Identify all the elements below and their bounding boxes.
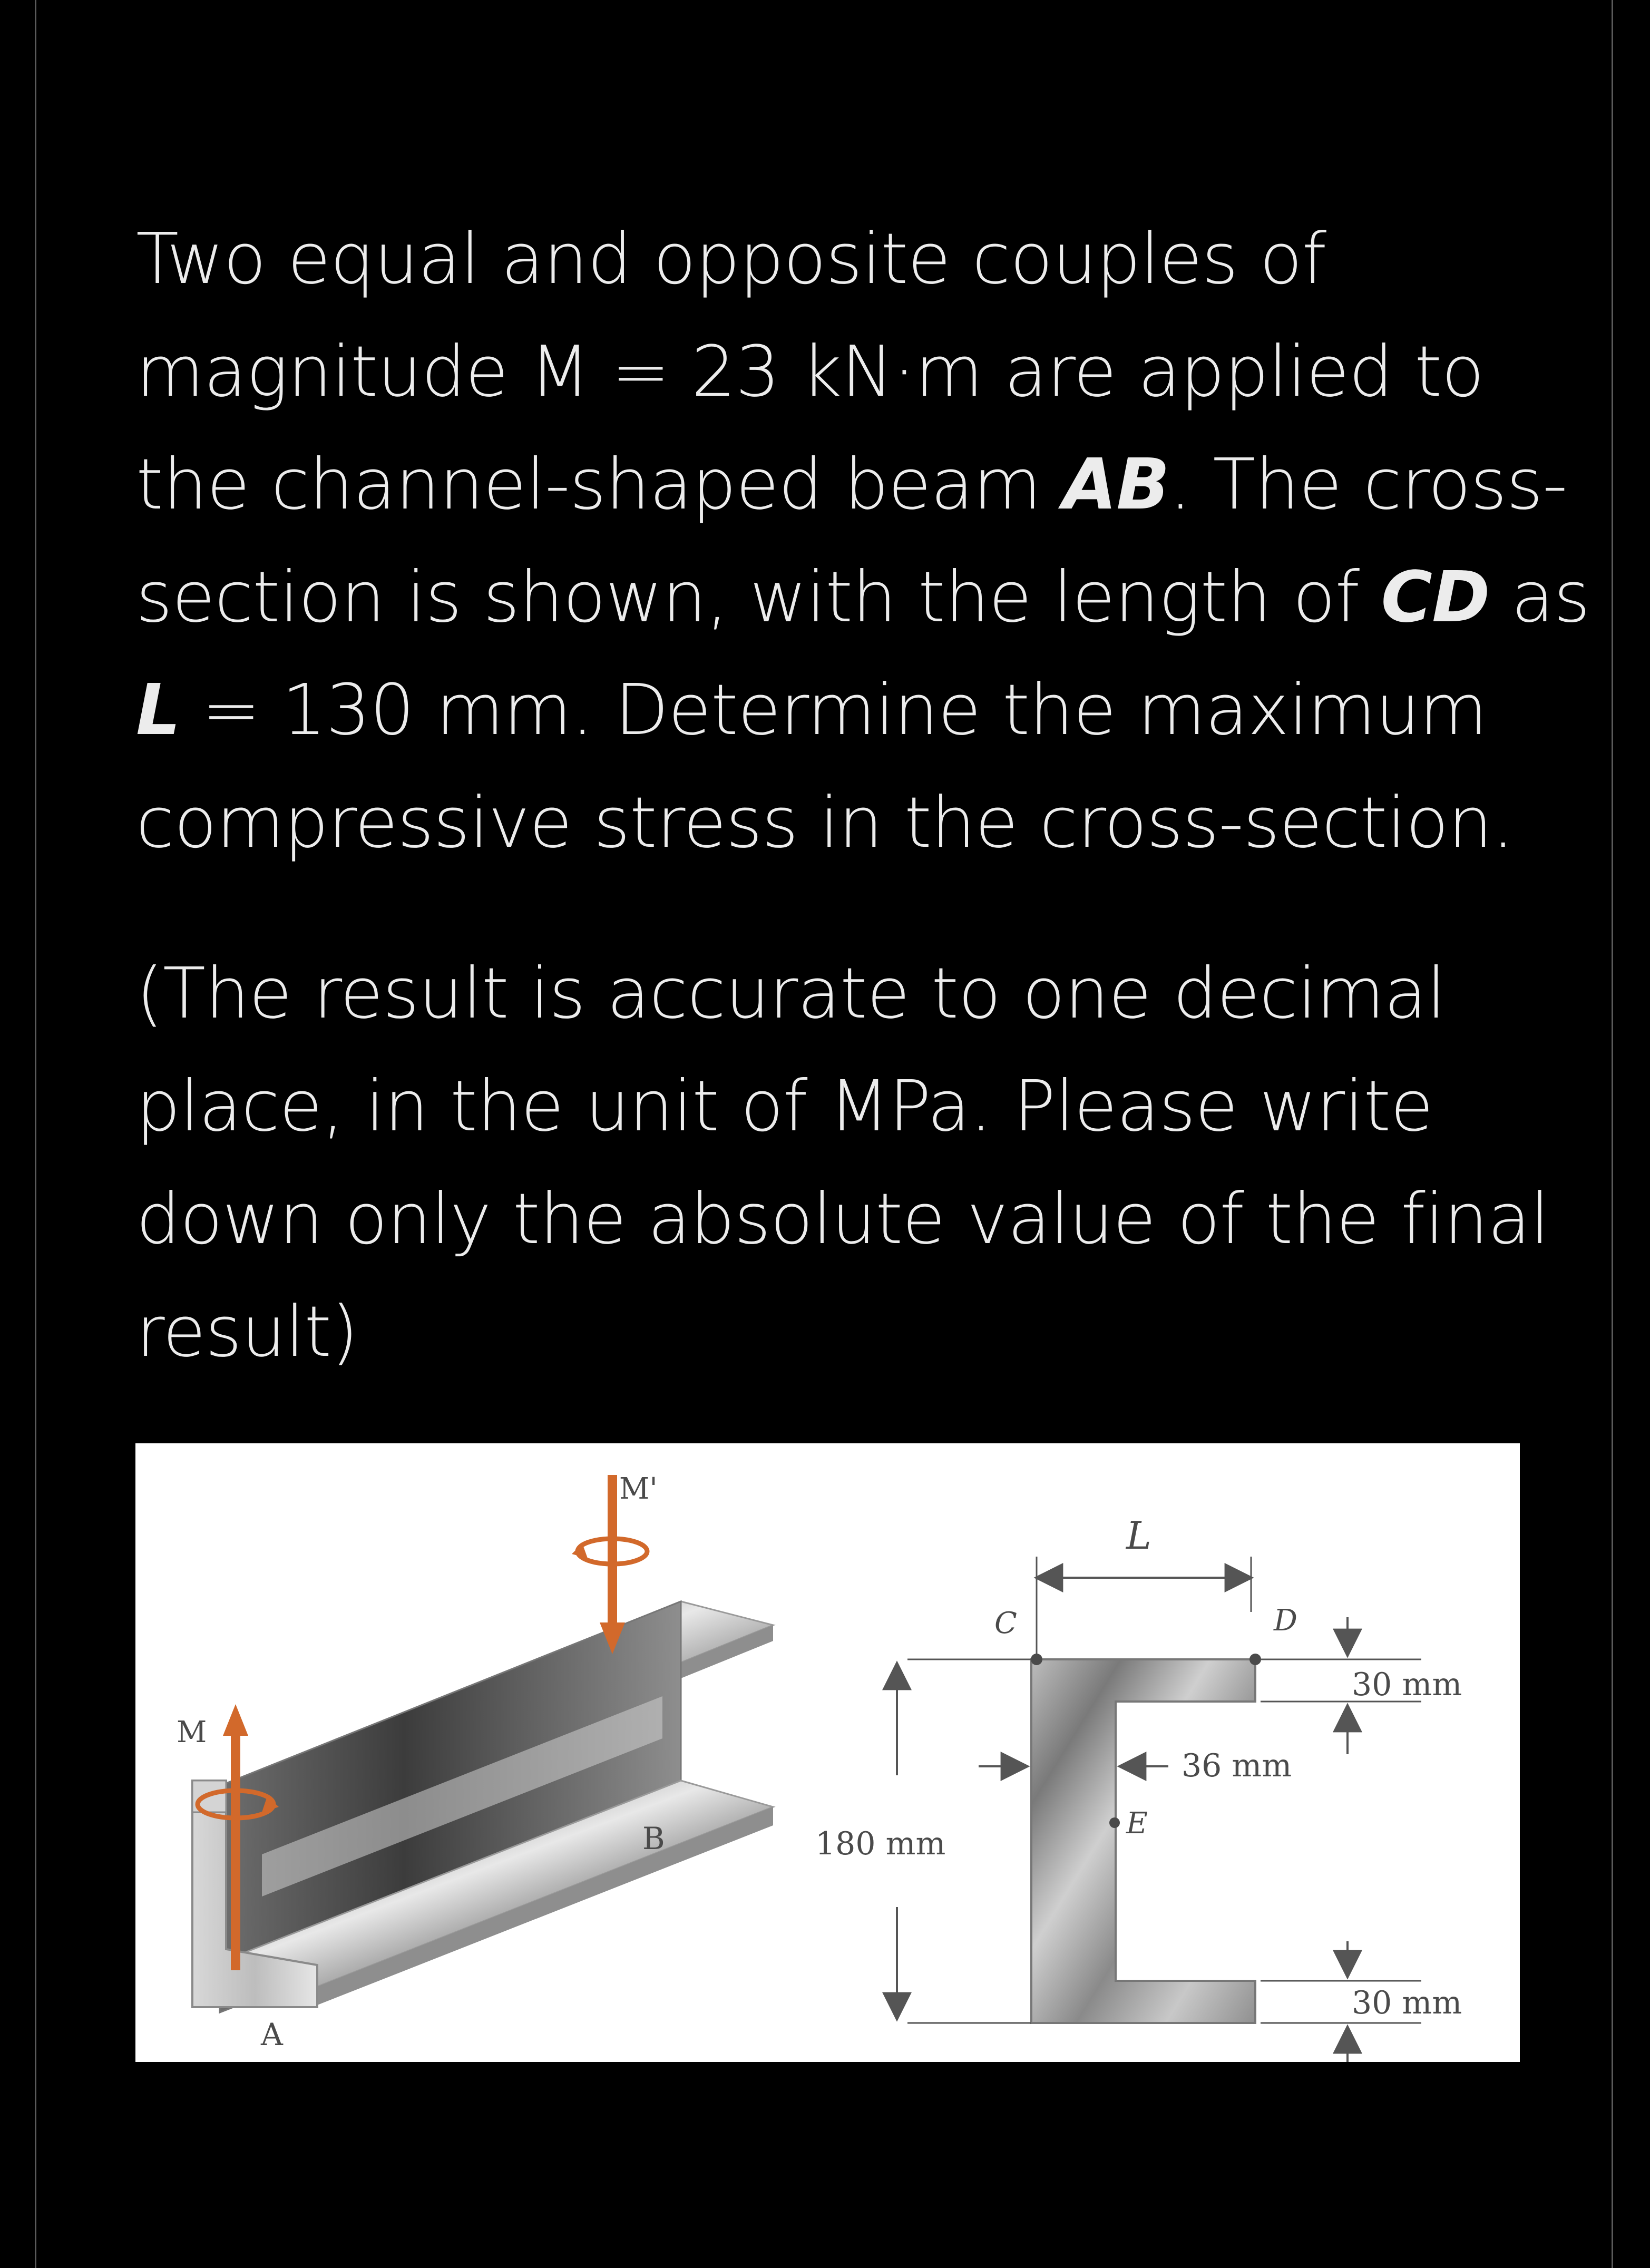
figure-svg — [135, 1443, 1520, 2062]
height-label: 180 mm — [815, 1825, 946, 1862]
problem-text: section is shown, with the length of — [136, 557, 1381, 638]
beam-name: AB — [1062, 444, 1169, 525]
point-c-dot — [1031, 1654, 1042, 1665]
length-symbol: L — [136, 670, 180, 751]
instruction-line: down only the absolute value of the final — [136, 1179, 1549, 1260]
problem-line: Two equal and opposite couples of — [136, 219, 1326, 300]
point-d-dot — [1249, 1654, 1261, 1665]
right-border — [1612, 0, 1613, 2268]
channel-section-shape — [1031, 1659, 1255, 2023]
length-label: L — [1126, 1513, 1151, 1558]
cross-section — [815, 1513, 1462, 2062]
beam-figure — [135, 1443, 1520, 2062]
end-a-label: A — [261, 2017, 283, 2052]
problem-line: compressive stress in the cross-section. — [136, 783, 1514, 864]
segment-name: CD — [1381, 557, 1490, 638]
answer-instructions — [136, 937, 1559, 1389]
top-flange-label: 30 mm — [1352, 1666, 1462, 1703]
instruction-line: place, in the unit of MPa. Please write — [136, 1066, 1433, 1147]
point-e-label: E — [1126, 1806, 1148, 1841]
question-text — [136, 203, 1590, 1389]
left-border — [35, 0, 36, 2268]
point-d-label: D — [1274, 1604, 1297, 1638]
problem-line — [136, 654, 1559, 767]
problem-line — [136, 428, 1567, 541]
problem-text: the channel-shaped beam — [136, 444, 1063, 525]
instruction-line: (The result is accurate to one decimal — [136, 953, 1446, 1034]
beam-3d — [177, 1472, 773, 2052]
point-e-dot — [1109, 1817, 1120, 1828]
instruction-line: result) — [136, 1292, 358, 1373]
point-c-label: C — [994, 1606, 1017, 1640]
problem-text: = 130 mm. Determine the maximum — [180, 670, 1487, 751]
problem-text: . The cross- — [1169, 444, 1567, 525]
problem-text: as — [1489, 557, 1590, 638]
problem-line — [136, 541, 1590, 654]
bottom-flange-label: 30 mm — [1352, 1984, 1462, 2021]
end-b-label: B — [642, 1821, 665, 1856]
moment-prime-label: M' — [619, 1472, 658, 1506]
problem-line: magnitude M = 23 kN·m are applied to — [136, 331, 1484, 413]
moment-label: M — [177, 1715, 207, 1749]
problem-paragraph — [136, 203, 1590, 879]
centroid-distance-label: 36 mm — [1182, 1747, 1292, 1784]
